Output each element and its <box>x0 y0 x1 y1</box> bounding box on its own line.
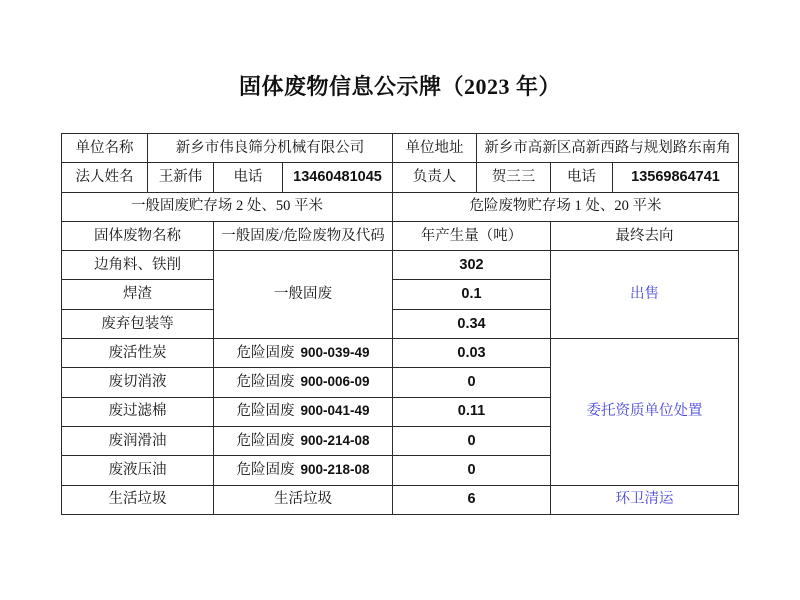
waste-amount: 0.34 <box>393 309 551 338</box>
waste-name: 边角料、铁削 <box>62 251 214 280</box>
hazard-category-prefix: 危险固废 <box>236 344 295 361</box>
waste-category: 一般固废 <box>214 251 393 339</box>
table-row <box>62 339 739 368</box>
table-row <box>62 251 739 280</box>
waste-name: 废过滤棉 <box>62 397 214 426</box>
hazard-waste-code: 900-006-09 <box>300 374 370 390</box>
col-header-waste-name: 固体废物名称 <box>62 221 214 250</box>
waste-destination: 出售 <box>551 251 739 339</box>
waste-category <box>214 397 393 426</box>
waste-name: 生活垃圾 <box>62 485 214 514</box>
waste-name: 废弃包装等 <box>62 309 214 338</box>
waste-amount: 0.11 <box>393 397 551 426</box>
waste-amount: 0 <box>393 426 551 455</box>
waste-name: 废活性炭 <box>62 339 214 368</box>
waste-name: 废液压油 <box>62 456 214 485</box>
hazard-category-prefix: 危险固废 <box>236 432 295 449</box>
col-header-category: 一般固废/危险废物及代码 <box>214 221 393 250</box>
hazard-category-prefix: 危险固废 <box>236 403 295 420</box>
col-header-annual-amount: 年产生量（吨） <box>393 221 551 250</box>
responsible-label: 负责人 <box>393 163 477 192</box>
unit-name-value: 新乡市伟良筛分机械有限公司 <box>148 134 393 163</box>
unit-address-value: 新乡市高新区高新西路与规划路东南角 <box>477 134 739 163</box>
hazard-waste-code: 900-041-49 <box>300 403 370 419</box>
waste-category: 生活垃圾 <box>214 485 393 514</box>
hazard-waste-code: 900-214-08 <box>300 432 370 448</box>
hazardous-storage-note: 危险废物贮存场 1 处、20 平米 <box>393 192 739 221</box>
waste-destination: 委托资质单位处置 <box>551 339 739 485</box>
legal-person-label: 法人姓名 <box>62 163 148 192</box>
waste-info-table <box>61 133 739 515</box>
waste-name: 焊渣 <box>62 280 214 309</box>
waste-category <box>214 368 393 397</box>
table-row <box>62 192 739 221</box>
hazard-category-prefix: 危险固废 <box>236 374 295 391</box>
legal-person-value: 王新伟 <box>148 163 214 192</box>
waste-destination: 环卫清运 <box>551 485 739 514</box>
waste-amount: 6 <box>393 485 551 514</box>
waste-amount: 0.03 <box>393 339 551 368</box>
responsible-value: 贺三三 <box>477 163 551 192</box>
responsible-phone-value: 13569864741 <box>613 163 739 192</box>
table-row <box>62 134 739 163</box>
waste-category <box>214 456 393 485</box>
waste-amount: 0 <box>393 456 551 485</box>
col-header-destination: 最终去向 <box>551 221 739 250</box>
hazard-waste-code: 900-218-08 <box>300 462 370 478</box>
responsible-phone-label: 电话 <box>551 163 613 192</box>
table-header-row <box>62 221 739 250</box>
waste-name: 废切消液 <box>62 368 214 397</box>
waste-amount: 0.1 <box>393 280 551 309</box>
waste-name: 废润滑油 <box>62 426 214 455</box>
legal-phone-value: 13460481045 <box>283 163 393 192</box>
general-storage-note: 一般固废贮存场 2 处、50 平米 <box>62 192 393 221</box>
hazard-category-prefix: 危险固废 <box>236 462 295 479</box>
table-row <box>62 485 739 514</box>
waste-category <box>214 426 393 455</box>
hazard-waste-code: 900-039-49 <box>300 344 370 360</box>
table-row <box>62 163 739 192</box>
unit-name-label: 单位名称 <box>62 134 148 163</box>
waste-amount: 0 <box>393 368 551 397</box>
unit-address-label: 单位地址 <box>393 134 477 163</box>
legal-phone-label: 电话 <box>214 163 283 192</box>
page-title: 固体废物信息公示牌（2023 年） <box>238 74 561 99</box>
waste-category <box>214 339 393 368</box>
waste-amount: 302 <box>393 251 551 280</box>
